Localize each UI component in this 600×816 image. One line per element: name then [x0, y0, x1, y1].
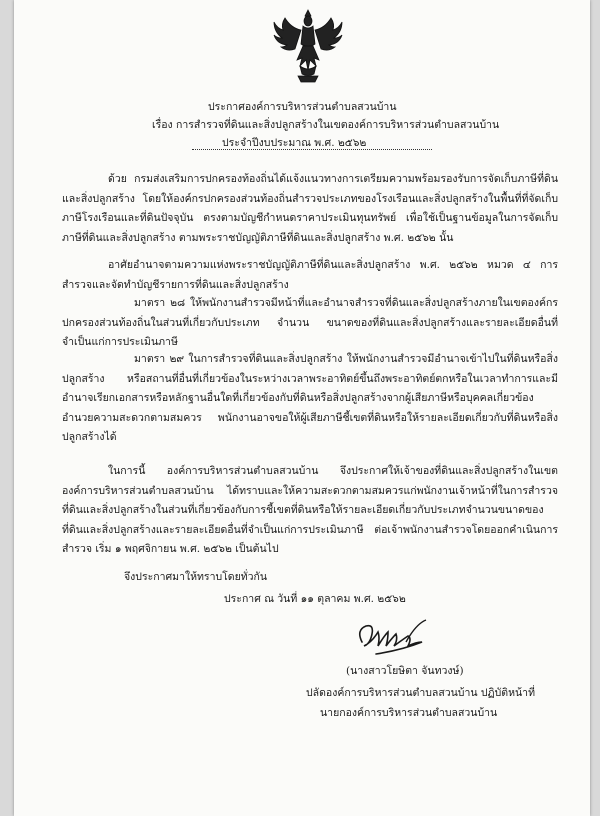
announcement-date: ประกาศ ณ วันที่ ๑๑ ตุลาคม พ.ศ. ๒๕๖๒ — [224, 593, 406, 605]
signature-image — [348, 612, 458, 660]
paragraph-notice: ในการนี้ องค์การบริหารส่วนตำบลสวนบ้าน จึงประกาศให้เจ้าของที่ดินและสิ่งปลูกสร้างในเขตองค์การบริหารส่วนตำบลสวนบ้าน ได้ทราบและให้ความสะดวกตามสมควรแก่พนักงานเจ้าหน้าที่ในการสำรวจที่ดินและสิ่งปลูกสร้างในส่วนที่เกี่ยวข้องกับการชี้เขตที่ดินหรือให้รายละเอียดเกี่ยวกับประเภทจำนวนขนาดของที่ดินและสิ่งปลูกสร้างและรายละเอียดอื่นที่จำเป็นแก่การประเมินภาษี ต่อเจ้าพนักงานสำรวจโดยออกคำเนินการสำรวจ เริ่ม ๑ พฤศจิกายน พ.ศ. ๒๕๖๒ เป็นต้นไป — [62, 465, 558, 555]
paragraph-authority: อาศัยอำนาจตามความแห่งพระราชบัญญัติภาษีที่ดินและสิ่งปลูกสร้าง พ.ศ. ๒๕๖๒ หมวด ๔ การสำรวจและจัดทำบัญชีรายการที่ดินและสิ่งปลูกสร้าง — [62, 259, 558, 291]
paragraph-section-28: มาตรา ๒๘ ให้พนักงานสำรวจมีหน้าที่และอำนาจสำรวจที่ดินและสิ่งปลูกสร้างภายในเขตองค์กรปกครองส่วนท้องถิ่นในส่วนที่เกี่ยวกับประเภท จำนวน ขนาดของที่ดินและสิ่งปลูกสร้างและรายละเอียดอื่นที่จำเป็นแก่การประเมินภาษี — [62, 297, 558, 348]
dotted-divider — [192, 149, 432, 150]
signatory-position: ปลัดองค์การบริหารส่วนตำบลสวนบ้าน ปฏิบัติหน้าที่ — [306, 687, 536, 699]
document-page — [14, 0, 590, 816]
announcement-title: ประกาศองค์การบริหารส่วนตำบลสวนบ้าน — [208, 101, 397, 113]
signatory-acting-position: นายกองค์การบริหารส่วนตำบลสวนบ้าน — [320, 707, 498, 719]
garuda-emblem-icon — [270, 6, 346, 88]
closing-announce: จึงประกาศมาให้ทราบโดยทั่วกัน — [124, 571, 268, 583]
fiscal-year: ประจำปีงบประมาณ พ.ศ. ๒๕๖๒ — [222, 137, 367, 149]
paragraph-intro: ด้วย กรมส่งเสริมการปกครองท้องถิ่นได้แจ้งแนวทางการเตรียมความพร้อมรองรับการจัดเก็บภาษีที่ดินและสิ่งปลูกสร้าง โดยให้องค์กรปกครองส่วนท้องถิ่นสำรวจประเภทของโรงเรือนและสิ่งปลูกสร้างในพื้นที่ที่จัดเก็บภาษีโรงเรือนและที่ดินปัจจุบัน ตรงตามบัญชีกำหนดราคาประเมินทุนทรัพย์ เพื่อใช้เป็นฐานข้อมูลในการจัดเก็บภาษีที่ดินและสิ่งปลูกสร้าง ตามพระราชบัญญัติภาษีที่ดินและสิ่งปลูกสร้าง พ.ศ. ๒๕๖๒ นั้น — [62, 173, 558, 244]
announcement-subject: เรื่อง การสำรวจที่ดินและสิ่งปลูกสร้างในเขตองค์การบริหารส่วนตำบลสวนบ้าน — [152, 119, 500, 131]
signatory-name: (นางสาวโยษิตา จันทวงษ์) — [346, 665, 464, 677]
paragraph-section-29: มาตรา ๒๙ ในการสำรวจที่ดินและสิ่งปลูกสร้าง ให้พนักงานสำรวจมีอำนาจเข้าไปในที่ดินหรือสิ่งปลูกสร้าง หรือสถานที่อื่นที่เกี่ยวข้องในระหว่างเวลาพระอาทิตย์ขึ้นถึงพระอาทิตย์ตกหรือในเวลาทำการและมีอำนาจเรียกเอกสารหรือหลักฐานอื่นใดที่เกี่ยวข้องกับที่ดินหรือสิ่งปลูกสร้างจากผู้เสียภาษีหรือบุคคลเกี่ยวข้องอำนวยความสะดวกตามสมควร พนักงานอาจขอให้ผู้เสียภาษีชี้เขตที่ดินหรือให้รายละเอียดเกี่ยวกับที่ดินหรือสิ่งปลูกสร้างได้ — [62, 353, 558, 443]
